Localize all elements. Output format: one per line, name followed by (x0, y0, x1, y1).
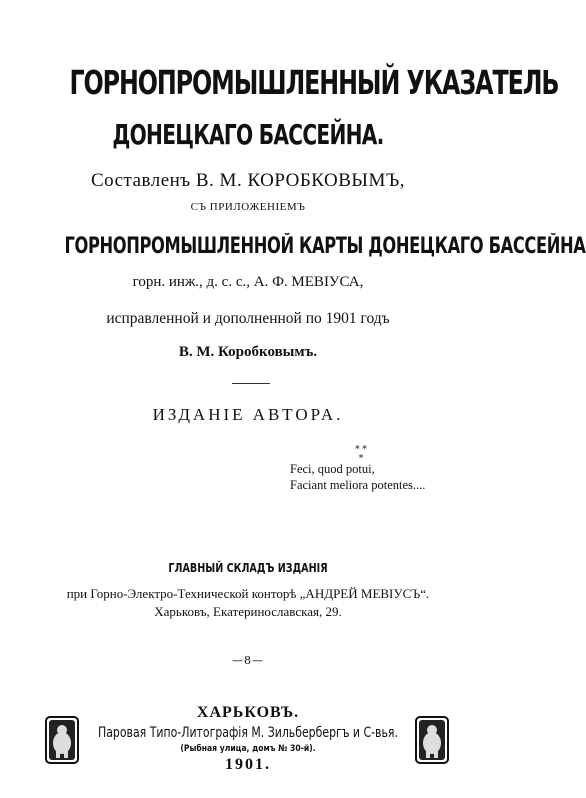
main-title-line-2: ДОНЕЦКАГО БАССЕЙНА. (112, 118, 384, 151)
warehouse-address: Харьковъ, Екатеринославская, 29. (154, 604, 342, 619)
divider-rule (232, 383, 270, 384)
with-appendix-line: СЪ ПРИЛОЖЕНІЕМЪ (190, 201, 306, 213)
warehouse-office: при Горно-Электро-Технической конторѣ „АНДРЕЙ МЕВІУСЪ“. (66, 586, 430, 601)
asterism: * * * (355, 445, 367, 464)
imprint-year: 1901. (225, 756, 271, 773)
warehouse-heading: ГЛАВНЫЙ СКЛАДЪ ИЗДАНІЯ (168, 561, 328, 575)
epigraph-line-1: Feci, quod potui, (290, 462, 375, 476)
epigraph (290, 461, 425, 493)
composer-line: Составленъ В. М. КОРОБКОВЫМЪ, (90, 170, 406, 191)
main-title-line-1: ГОРНОПРОМЫШЛЕННЫЙ УКАЗАТЕЛЬ (69, 63, 559, 102)
imprint-city: ХАРЬКОВЪ. (196, 704, 300, 721)
corrected-line: исправленной и дополненной по 1901 годъ (106, 310, 390, 327)
imprint-printer: Паровая Типо-Литографія М. Зильбербергъ и С-вья. (98, 725, 398, 741)
by-author-line: В. М. Коробковымъ. (178, 344, 318, 360)
edition-line: ИЗДАНІЕ АВТОРА. (152, 405, 344, 424)
epigraph-line-2: Faciant meliora potentes.... (290, 478, 426, 492)
imprint-street: (Рыбная улица, домъ № 30-й). (180, 744, 316, 754)
map-title: ГОРНОПРОМЫШЛЕННОЙ КАРТЫ ДОНЕЦКАГО БАССЕЙНА (64, 234, 586, 259)
engineer-line: горн. инж., д. с. с., А. Ф. МЕВІУСА, (132, 274, 364, 290)
page-ornament: —8— (232, 654, 264, 667)
